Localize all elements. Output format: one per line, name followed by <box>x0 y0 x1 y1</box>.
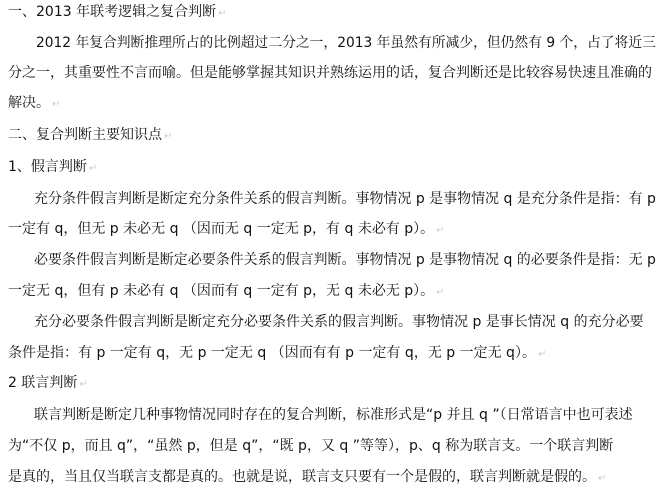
paragraph-mark-icon: ↵ <box>436 287 445 298</box>
paragraph-line <box>8 281 445 303</box>
paragraph-mark-icon: ↵ <box>537 349 547 360</box>
paragraph-mark-icon: ↵ <box>52 99 61 110</box>
paragraph-text: 解决。 <box>8 95 50 111</box>
heading-text: 一、2013 年联考逻辑之复合判断 <box>8 4 217 20</box>
paragraph-text: 联言判断是断定几种事物情况同时存在的复合判断，标准形式是“p 并且 q ”（日常语言中也可表述 <box>34 407 633 423</box>
paragraph-line <box>8 467 606 489</box>
heading-text: 2 联言判断 <box>8 375 78 391</box>
paragraph-text: 条件是指：有 p 一定有 q，无 p 一定无 q （因而有有 p 一定有 q，无 p 一定无 q）。 <box>8 345 536 361</box>
section-heading-2 <box>8 125 172 147</box>
paragraph-line <box>8 343 546 365</box>
paragraph-text: 为“不仅 p，而且 q”，“虽然 p，但是 q”，“既 p，又 q ”等等），p、q 称为联言支。一个联言判断 <box>8 438 614 454</box>
section-heading-1 <box>8 2 226 24</box>
paragraph-text: 2012 年复合判断推理所占的比例超过二分之一，2013 年虽然有所减少，但仍然有 9 个，占了将近三 <box>36 35 656 51</box>
paragraph-text: 充分条件假言判断是断定充分条件关系的假言判断。事物情况 p 是事物情况 q 是充分条件是指：有 p <box>34 191 656 207</box>
paragraph-text: 充分必要条件假言判断是断定充分必要条件关系的假言判断。事物情况 p 是事长情况 q 的充分必要 <box>34 314 644 330</box>
subsection-heading-2 <box>8 373 88 395</box>
paragraph-line <box>8 219 445 241</box>
paragraph-line <box>34 312 644 334</box>
paragraph-line <box>8 93 60 115</box>
paragraph-mark-icon: ↵ <box>218 8 227 19</box>
paragraph-text: 分之一，其重要性不言而喻。但是能够掌握其知识并熟练运用的话，复合判断还是比较容易快速且准确的 <box>8 65 652 81</box>
paragraph-line <box>8 63 652 85</box>
paragraph-line <box>34 250 656 272</box>
paragraph-mark-icon: ↵ <box>436 225 445 236</box>
paragraph-mark-icon: ↵ <box>79 379 88 390</box>
paragraph-text: 一定有 q，但无 p 未必无 q （因而无 q 一定无 p，有 q 未必有 p）。 <box>8 221 435 237</box>
heading-text: 1、假言判断 <box>8 159 87 175</box>
paragraph-mark-icon: ↵ <box>598 473 607 484</box>
paragraph-mark-icon: ↵ <box>164 131 173 142</box>
subsection-heading-1 <box>8 157 97 179</box>
paragraph-text: 必要条件假言判断是断定必要条件关系的假言判断。事物情况 p 是事物情况 q 的必要条件是指：无 p <box>34 252 656 268</box>
paragraph-line <box>34 405 633 427</box>
paragraph-text: 一定无 q，但有 p 未必有 q （因而有 q 一定有 p，无 q 未必无 p）。 <box>8 283 435 299</box>
heading-text: 二、复合判断主要知识点 <box>8 127 162 143</box>
paragraph-line <box>34 189 656 211</box>
paragraph-line <box>8 436 613 458</box>
paragraph-mark-icon: ↵ <box>88 163 98 174</box>
paragraph-text: 是真的，当且仅当联言支都是真的。也就是说，联言支只要有一个是假的，联言判断就是假的。 <box>8 469 596 485</box>
paragraph-line <box>36 33 656 55</box>
